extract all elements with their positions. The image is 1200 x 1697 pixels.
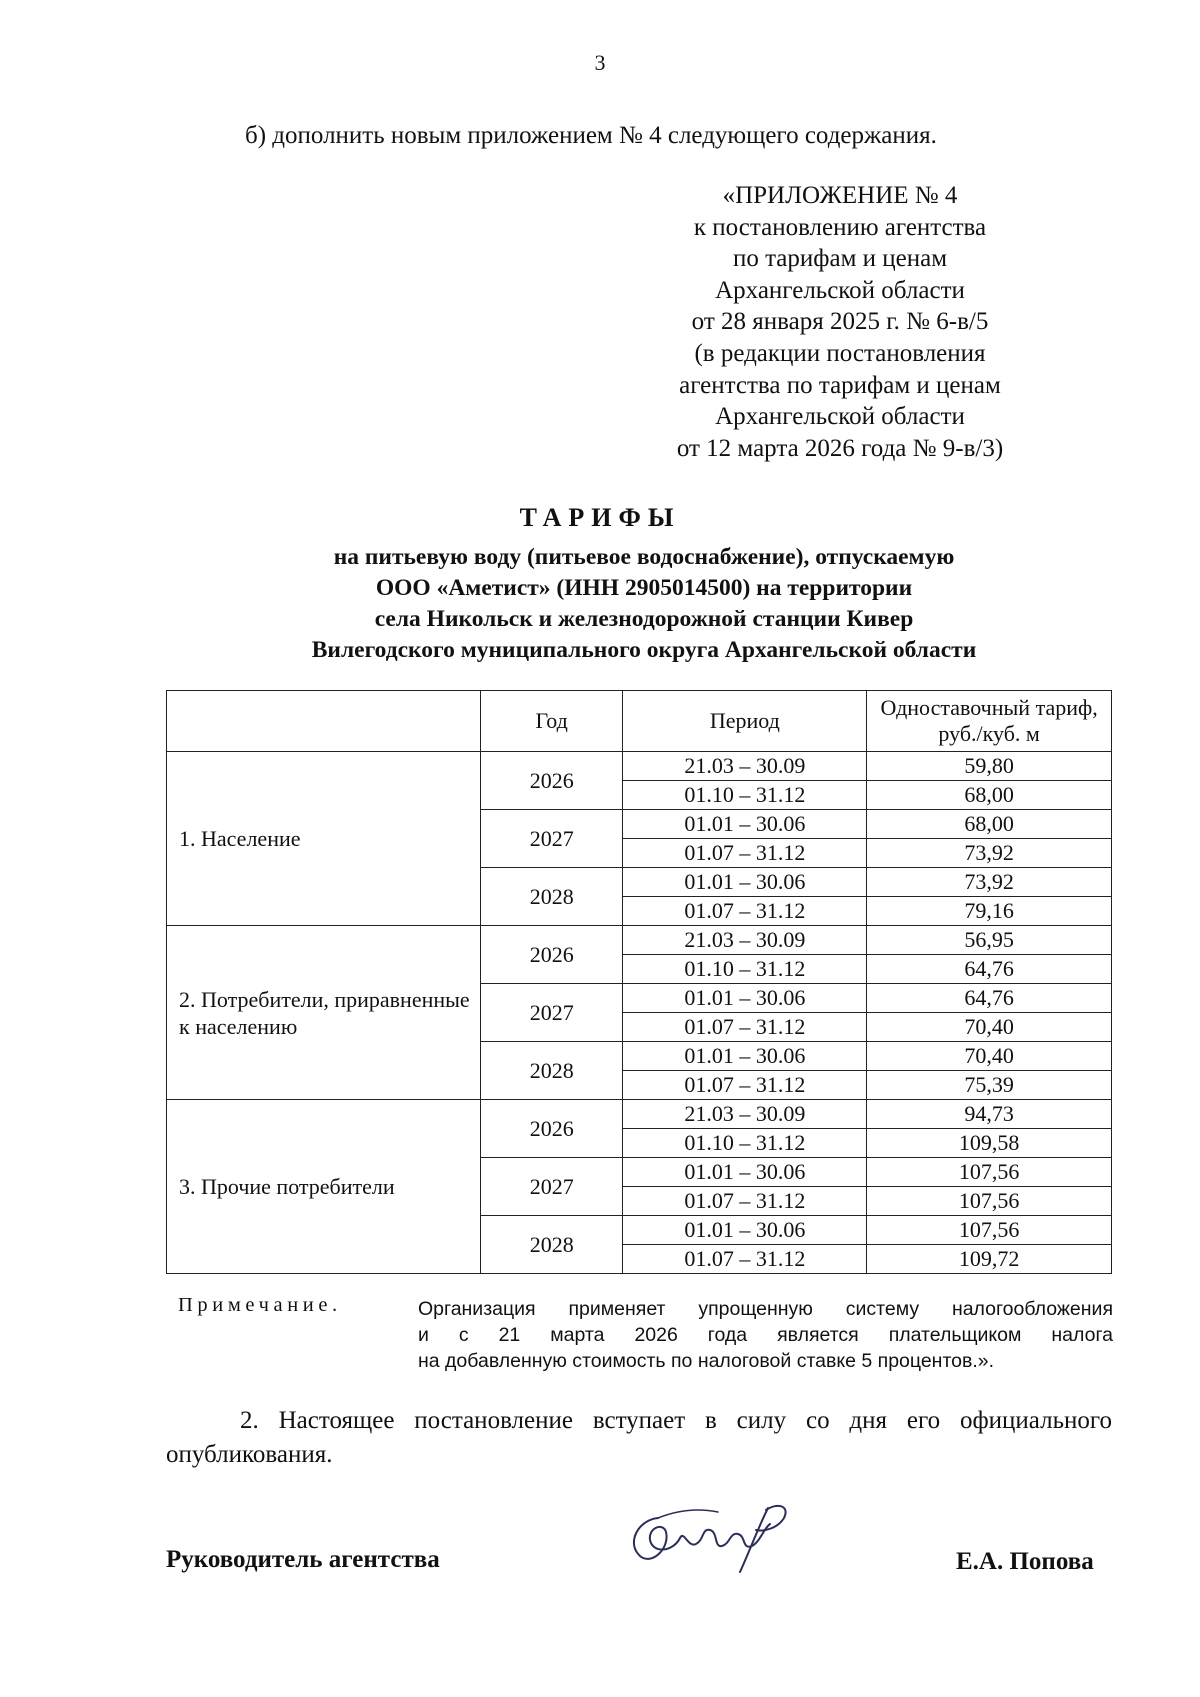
note-line: на добавленную стоимость по налоговой ставке 5 процентов.». — [418, 1350, 995, 1372]
appendix-line: «ПРИЛОЖЕНИЕ № 4 — [722, 182, 958, 209]
period-cell: 01.10 – 31.12 — [623, 955, 867, 984]
subtitle-line: на питьевую воду (питьевое водоснабжение), отпускаемую — [333, 544, 955, 570]
period-cell: 01.01 – 30.06 — [623, 1042, 867, 1071]
tariff-cell: 107,56 — [867, 1158, 1112, 1187]
header-tariff: Одноставочный тариф, руб./куб. м — [867, 691, 1112, 752]
period-cell: 01.01 – 30.06 — [623, 1216, 867, 1245]
header-period: Период — [623, 691, 867, 752]
appendix-line: (в редакции постановления — [694, 339, 986, 367]
period-cell: 21.03 – 30.09 — [623, 926, 867, 955]
tariff-subtitle — [44, 542, 1200, 666]
tariff-cell: 59,80 — [867, 752, 1112, 781]
tariff-cell: 109,72 — [867, 1245, 1112, 1274]
period-cell: 01.07 – 31.12 — [623, 839, 867, 868]
appendix-line: Архангельской области — [715, 276, 965, 304]
period-cell: 21.03 – 30.09 — [623, 1100, 867, 1129]
period-cell: 01.01 – 30.06 — [623, 1158, 867, 1187]
table-row — [167, 926, 1112, 955]
table-row — [167, 1100, 1112, 1129]
year-cell: 2028 — [480, 1042, 623, 1100]
category-cell: 1. Население — [167, 752, 481, 926]
header-year: Год — [480, 691, 623, 752]
table-row — [167, 752, 1112, 781]
tariff-cell: 75,39 — [867, 1071, 1112, 1100]
paragraph-line: опубликования. — [166, 1441, 333, 1468]
tariff-cell: 68,00 — [867, 810, 1112, 839]
subtitle-line: ООО «Аметист» (ИНН 2905014500) на территории — [375, 575, 913, 601]
table-header-row — [167, 691, 1112, 752]
period-cell: 21.03 – 30.09 — [623, 752, 867, 781]
subtitle-line: села Никольск и железнодорожной станции Кивер — [374, 606, 914, 632]
tariff-cell: 107,56 — [867, 1216, 1112, 1245]
appendix-line: по тарифам и ценам — [732, 245, 948, 273]
signature-icon — [618, 1488, 808, 1578]
tariff-cell: 109,58 — [867, 1129, 1112, 1158]
period-cell: 01.07 – 31.12 — [623, 897, 867, 926]
year-cell: 2027 — [480, 984, 623, 1042]
note-line: Организация применяет упрощенную систему налогообложения — [418, 1298, 1113, 1320]
tariff-cell: 107,56 — [867, 1187, 1112, 1216]
period-cell: 01.01 – 30.06 — [623, 984, 867, 1013]
tariff-cell: 94,73 — [867, 1100, 1112, 1129]
paragraph-line: 2. Настоящее постановление вступает в силу со дня его официального — [240, 1407, 1112, 1434]
category-cell: 3. Прочие потребители — [167, 1100, 481, 1274]
tariff-cell: 64,76 — [867, 955, 1112, 984]
period-cell: 01.07 – 31.12 — [623, 1013, 867, 1042]
appendix-header — [600, 180, 1080, 464]
note-label: Примечание. — [178, 1294, 342, 1316]
tariff-cell: 70,40 — [867, 1013, 1112, 1042]
period-cell: 01.07 – 31.12 — [623, 1245, 867, 1274]
signer-name: Е.А. Попова — [956, 1548, 1094, 1575]
tariff-cell: 68,00 — [867, 781, 1112, 810]
appendix-line: Архангельской области — [715, 403, 965, 431]
tariff-cell: 73,92 — [867, 868, 1112, 897]
header-category — [167, 691, 481, 752]
category-cell: 2. Потребители, приравненные к населению — [167, 926, 481, 1100]
period-cell: 01.07 – 31.12 — [623, 1071, 867, 1100]
period-cell: 01.10 – 31.12 — [623, 781, 867, 810]
intro-line: б) дополнить новым приложением № 4 следующего содержания. — [245, 122, 937, 149]
tariff-cell: 64,76 — [867, 984, 1112, 1013]
year-cell: 2028 — [480, 868, 623, 926]
appendix-line: к постановлению агентства — [693, 213, 987, 241]
tariff-table — [166, 690, 1112, 1274]
period-cell: 01.01 – 30.06 — [623, 810, 867, 839]
tariff-title: ТАРИФЫ — [519, 503, 681, 532]
note-text — [418, 1296, 1113, 1374]
note-line: и с 21 марта 2026 года является плательщиком налога — [418, 1324, 1113, 1346]
year-cell: 2027 — [480, 1158, 623, 1216]
year-cell: 2027 — [480, 810, 623, 868]
tariff-cell: 73,92 — [867, 839, 1112, 868]
tariff-cell: 56,95 — [867, 926, 1112, 955]
page-number: 3 — [594, 50, 606, 75]
year-cell: 2026 — [480, 1100, 623, 1158]
tariff-cell: 70,40 — [867, 1042, 1112, 1071]
appendix-line: агентства по тарифам и ценам — [679, 371, 1001, 399]
year-cell: 2026 — [480, 752, 623, 810]
year-cell: 2026 — [480, 926, 623, 984]
appendix-line: от 12 марта 2026 года № 9-в/3) — [676, 434, 1004, 462]
year-cell: 2028 — [480, 1216, 623, 1274]
period-cell: 01.01 – 30.06 — [623, 868, 867, 897]
tariff-cell: 79,16 — [867, 897, 1112, 926]
appendix-line: от 28 января 2025 г. № 6-в/5 — [691, 308, 989, 336]
signer-title: Руководитель агентства — [166, 1546, 440, 1573]
period-cell: 01.10 – 31.12 — [623, 1129, 867, 1158]
effective-date-paragraph — [166, 1404, 1112, 1472]
subtitle-line: Вилегодского муниципального округа Архангельской области — [311, 637, 977, 663]
period-cell: 01.07 – 31.12 — [623, 1187, 867, 1216]
